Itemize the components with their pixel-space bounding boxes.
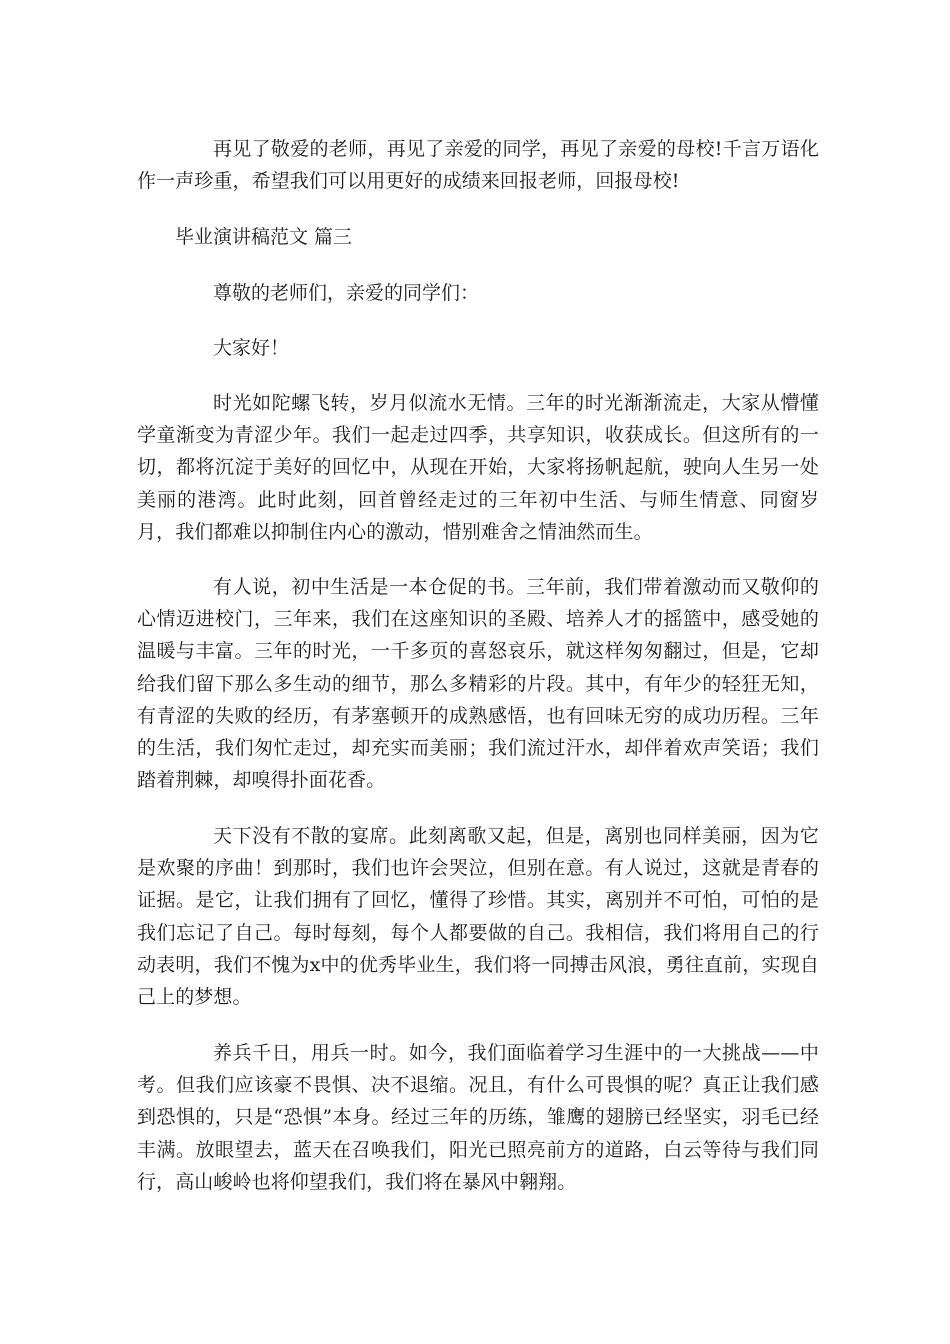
book-paragraph: 有人说，初中生活是一本仓促的书。三年前，我们带着激动而又敬仰的心情迈进校门，三年来，我们在这座知识的圣殿、培养人才的摇篮中，感受她的温暖与丰富。三年的时光，一千多页的喜怒哀乐，就这样匆匆翻过，但是，它却给我们留下那么多生动的细节，那么多精彩的片段。其中，有年少的轻狂无知，有青涩的失败的经历，有茅塞顿开的成熟感悟，也有回味无穷的成功历程。三年的生活，我们匆忙走过，却充实而美丽；我们流过汗水，却伴着欢声笑语；我们踏着荆棘，却嗅得扑面花香。 [137, 576, 819, 792]
time-paragraph: 时光如陀螺飞转，岁月似流水无情。三年的时光渐渐流走，大家从懵懂学童渐变为青涩少年。我们一起走过四季，共享知识，收获成长。但这所有的一切，都将沉淀于美好的回忆中，从现在开始，大家将扬帆起航，驶向人生另一处美丽的港湾。此时此刻，回首曾经走过的三年初中生活、与师生情意、同窗岁月，我们都难以抑制住内心的激动，惜别难舍之情油然而生。 [137, 392, 819, 543]
section-heading: 毕业演讲稿范文 篇三 [175, 226, 353, 248]
exam-paragraph: 养兵千日，用兵一时。如今，我们面临着学习生涯中的一大挑战——中考。但我们应该豪不畏惧、决不退缩。况且，有什么可畏惧的呢？真正让我们感到恐惧的，只是“恐惧”本身。经过三年的历练，雏鹰的翅膀已经坚实，羽毛已经丰满。放眼望去，蓝天在召唤我们，阳光已照亮前方的道路，白云等待与我们同行，高山峻岭也将仰望我们，我们将在暴风中翱翔。 [137, 1042, 819, 1193]
salutation: 尊敬的老师们，亲爱的同学们： [213, 282, 480, 304]
farewell-paragraph: 再见了敬爱的老师，再见了亲爱的同学，再见了亲爱的母校!千言万语化作一声珍重，希望我们可以用更好的成绩来回报老师，回报母校! [137, 138, 819, 193]
feast-paragraph: 天下没有不散的宴席。此刻离歌又起，但是，离别也同样美丽，因为它是欢聚的序曲！到那时，我们也许会哭泣，但别在意。有人说过，这就是青春的证据。是它，让我们拥有了回忆，懂得了珍惜。其实，离别并不可怕，可怕的是我们忘记了自己。每时每刻，每个人都要做的自己。我相信，我们将用自己的行动表明，我们不愧为x中的优秀毕业生，我们将一同搏击风浪，勇往直前，实现自己上的梦想。 [137, 825, 819, 1009]
greeting: 大家好！ [213, 337, 290, 359]
